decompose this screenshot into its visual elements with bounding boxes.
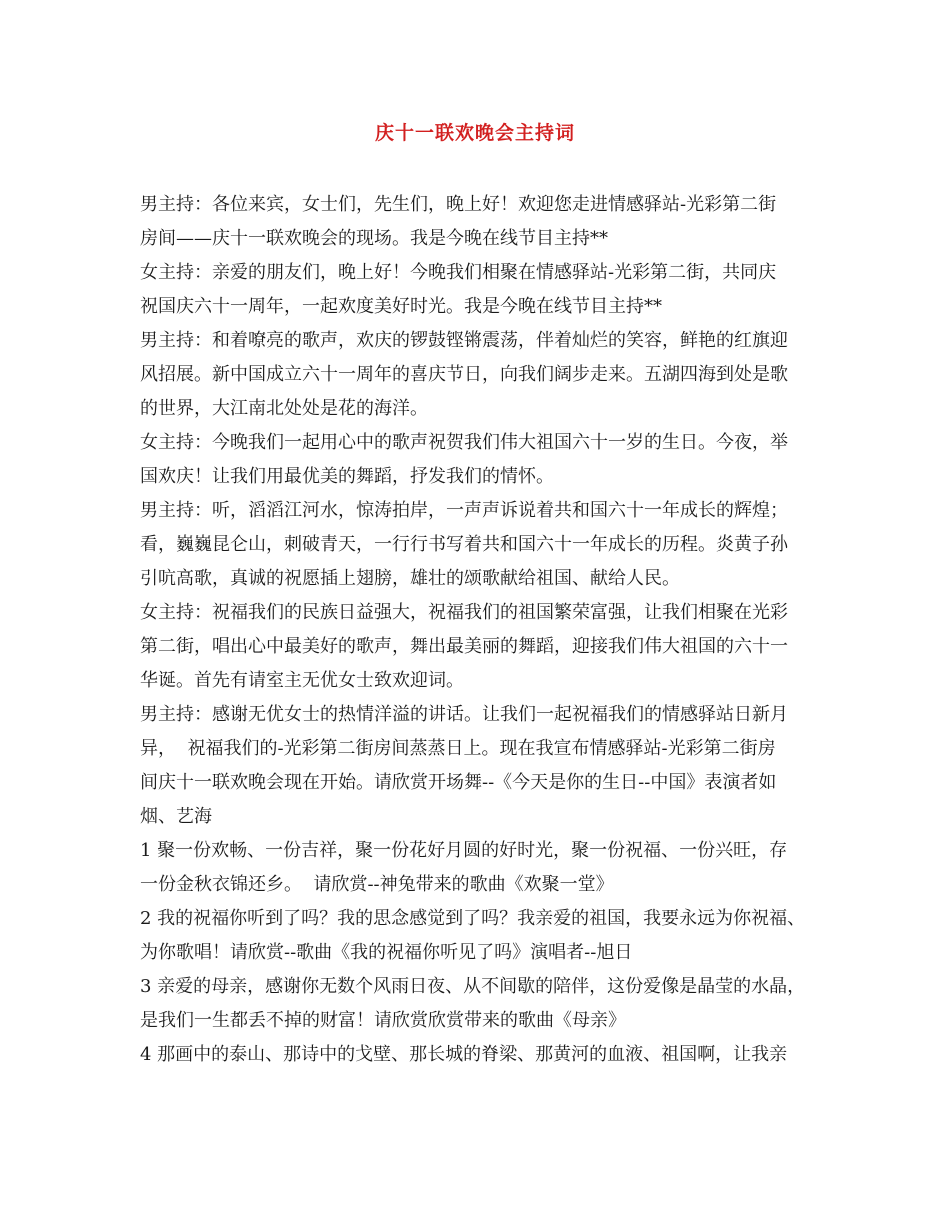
text-line: 的世界，大江南北处处是花的海洋。 [140,398,428,419]
text-line: 看，巍巍昆仑山，刺破青天，一行行书写着共和国六十一年成长的历程。炎黄子孙 [140,534,788,555]
text-line: 异， 祝福我们的-光彩第二街房间蒸蒸日上。现在我宣布情感驿站-光彩第二街房 [140,738,776,759]
text-line: 男主持：感谢无优女士的热情洋溢的讲话。让我们一起祝福我们的情感驿站日新月 [140,704,788,725]
text-line: 间庆十一联欢晚会现在开始。请欣赏开场舞--《今天是你的生日--中国》表演者如 [140,772,777,793]
text-line: 华诞。首先有请室主无优女士致欢迎词。 [140,670,464,691]
text-line: 女主持：祝福我们的民族日益强大，祝福我们的祖国繁荣富强，让我们相聚在光彩 [140,602,788,623]
document-title: 庆十一联欢晚会主持词 [374,122,575,144]
text-line: 女主持：今晚我们一起用心中的歌声祝贺我们伟大祖国六十一岁的生日。今夜，举 [140,432,788,453]
text-line: 风招展。新中国成立六十一周年的喜庆节日，向我们阔步走来。五湖四海到处是歌 [140,364,788,385]
text-line: 1 聚一份欢畅、一份吉祥，聚一份花好月圆的好时光，聚一份祝福、一份兴旺，存 [140,840,788,861]
document-body [140,188,832,1072]
text-line: 第二街，唱出心中最美好的歌声，舞出最美丽的舞蹈，迎接我们伟大祖国的六十一 [140,636,788,657]
text-line: 3 亲爱的母亲，感谢你无数个风雨日夜、从不间歇的陪伴，这份爱像是晶莹的水晶， [140,976,806,997]
text-line: 男主持：各位来宾，女士们，先生们，晚上好！欢迎您走进情感驿站-光彩第二街 [140,194,777,215]
text-line: 引吭高歌，真诚的祝愿插上翅膀，雄壮的颂歌献给祖国、献给人民。 [140,568,680,589]
text-line: 国欢庆！让我们用最优美的舞蹈，抒发我们的情怀。 [140,466,554,487]
text-line: 为你歌唱！请欣赏--歌曲《我的祝福你听见了吗》演唱者--旭日 [140,942,633,963]
text-line: 烟、艺海 [140,806,212,827]
text-line: 女主持：亲爱的朋友们，晚上好！今晚我们相聚在情感驿站-光彩第二街，共同庆 [140,262,777,283]
text-line: 男主持：和着嘹亮的歌声，欢庆的锣鼓铿锵震荡，伴着灿烂的笑容，鲜艳的红旗迎 [140,330,788,351]
text-line: 2 我的祝福你听到了吗？我的思念感觉到了吗？我亲爱的祖国，我要永远为你祝福、 [140,908,806,929]
text-line: 一份金秋衣锦还乡。 请欣赏--神兔带来的歌曲《欢聚一堂》 [140,874,614,895]
text-line: 房间——庆十一联欢晚会的现场。我是今晚在线节目主持** [140,228,608,249]
text-line: 祝国庆六十一周年，一起欢度美好时光。我是今晚在线节目主持** [140,296,662,317]
text-line: 4 那画中的泰山、那诗中的戈壁、那长城的脊梁、那黄河的血液、祖国啊，让我亲 [140,1044,788,1065]
text-line: 男主持：听，滔滔江河水，惊涛拍岸，一声声诉说着共和国六十一年成长的辉煌； [140,500,788,521]
text-line: 是我们一生都丢不掉的财富！请欣赏欣赏带来的歌曲《母亲》 [140,1010,626,1031]
